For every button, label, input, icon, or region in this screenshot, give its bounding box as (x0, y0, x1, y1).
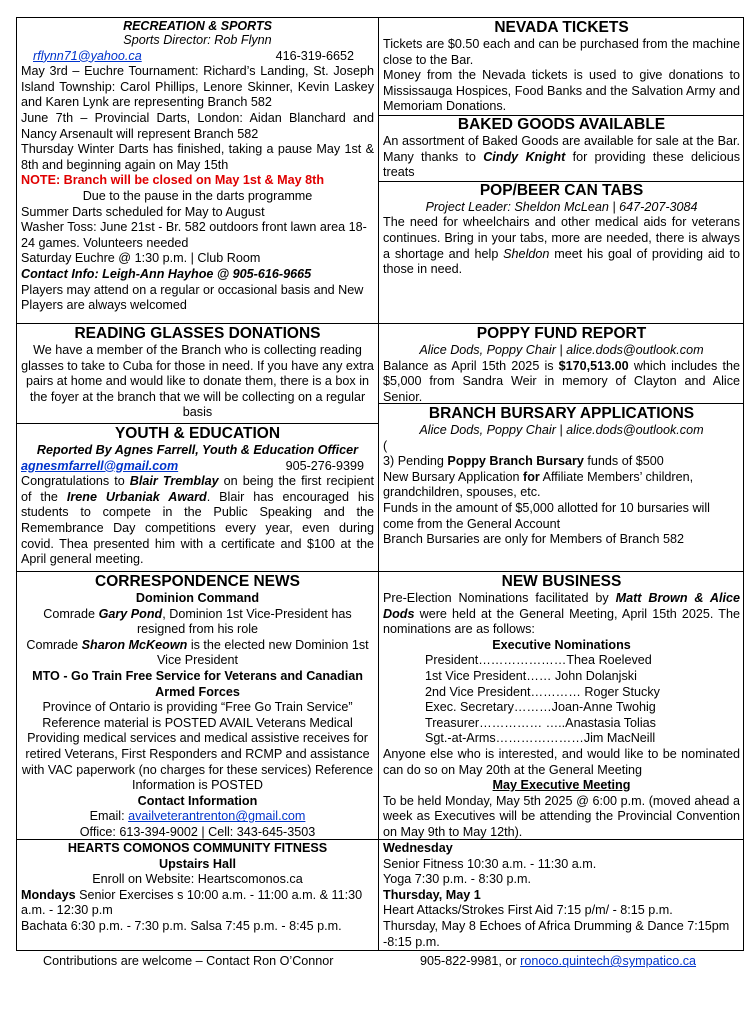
nomination-item: President…………………Thea Roeleved (425, 653, 652, 668)
exec-nominations: Executive Nominations (492, 637, 631, 652)
sports-director: Sports Director: Rob Flynn (123, 33, 272, 47)
dominion-command: Dominion Command (135, 591, 260, 605)
youth-phone: 905-276-9399 (285, 458, 364, 473)
mto-heading: MTO - Go Train Free Service for Veterans and Canadian Armed Forces (32, 668, 363, 699)
newbiz-title: NEW BUSINESS (501, 573, 622, 590)
wednesday-label: Wednesday (383, 841, 453, 855)
avail-email-link[interactable]: availveterantrenton@gmail.com (128, 809, 306, 824)
tabs-text: The need for wheelchairs and other medical aids for veterans continues. Bring in your tabs, more are needed, there is always a shortage and help Sheldon meet his goal of providing aid to those in need. (383, 215, 740, 277)
nevada-donations: Money from the Nevada tickets is used to give donations to Mississauga Hospices, Food Banks and the Salvation Army and Memoriam Donations. (383, 68, 740, 114)
winter-darts: Thursday Winter Darts has finished, taking a pause May 1st & 8th and beginning again on May 15th (21, 142, 374, 172)
contact-heading: Contact Information (137, 793, 258, 808)
youth-section (17, 424, 379, 572)
footer-contact: 905-822-9981, or ronoco.quintech@sympatico.ca (420, 954, 697, 968)
bursary-members: Branch Bursaries are only for Members of Branch 582 (383, 532, 684, 547)
footer-contributions: Contributions are welcome – Contact Ron O’Connor (43, 954, 334, 968)
provincial-darts: June 7th – Provincial Darts, London: Aidan Blanchard and Nancy Arsenault will represent Branch 582 (21, 110, 374, 141)
bachata-salsa: Bachata 6:30 p.m. - 7:30 p.m. Salsa 7:45 p.m. - 8:45 p.m. (21, 918, 342, 933)
mondays: Mondays Senior Exercises s 10:00 a.m. - 11:00 a.m. & 11:30 a.m. - 12:30 p.m (21, 887, 363, 918)
upstairs-hall: Upstairs Hall (159, 856, 236, 871)
poppy-section (379, 324, 744, 404)
sharon-note: Comrade Sharon McKeown is the elected new Dominion 1st Vice President (26, 637, 369, 668)
nomination-item: Exec. Secretary………Joan-Anne Twohig (425, 700, 656, 715)
summer-darts: Summer Darts scheduled for May to August (21, 204, 265, 219)
closure-note: NOTE: Branch will be closed on May 1st & May 8th (21, 173, 325, 188)
nomination-item: 1st Vice President…… John Dolanjski (425, 668, 637, 683)
poppy-balance: Balance as April 15th 2025 is $170,513.00 which includes the $5,000 from Sandra Weir in memory of Clayton and Alice Senior. (383, 358, 740, 404)
glasses-text: We have a member of the Branch who is collecting reading glasses to take to Cuba for those in need. If you have any extra pairs at home and would like to donate them, there is a box in the foyer at the branch that we will be collecting on a regular basis (21, 343, 374, 420)
footer-email-link[interactable]: ronoco.quintech@sympatico.ca (520, 954, 697, 968)
nevada-title: NEVADA TICKETS (494, 19, 629, 36)
recreation-title: RECREATION & SPORTS (123, 19, 272, 33)
cindy-knight: Cindy Knight (483, 149, 566, 164)
poppy-title: POPPY FUND REPORT (476, 325, 647, 342)
correspondence-title: CORRESPONDENCE NEWS (95, 573, 300, 590)
newbiz-intro: Pre-Election Nominations facilitated by Matt Brown & Alice Dods were held at the General Meeting, April 15th 2025. The nominations are as follows: (383, 591, 740, 637)
corr-email: Email: availveterantrenton@gmail.com (89, 809, 306, 824)
correspondence-section (17, 572, 379, 840)
youth-text: Congratulations to Blair Tremblay on being the first recipient of the Irene Urbaniak Award. Blair has encouraged his students to compete in the Public Speaking and the Remembrance Day competitions every year, even during covid. Thea presented him with a certificate and $100 at the April general meeting. (21, 474, 375, 567)
nomination-item: 2nd Vice President………… Roger Stucky (425, 684, 660, 699)
washer-toss: Washer Toss: June 21st - Br. 582 outdoors front lawn area 18-24 games. Volunteers needed (21, 220, 367, 250)
africa-drumming: Thursday, May 8 Echoes of Africa Drumming & Dance 7:15pm -8:15 p.m. (383, 918, 730, 949)
recreation-email-link[interactable]: rflynn71@yahoo.ca (33, 48, 142, 63)
darts-pause: Due to the pause in the darts programme (82, 188, 313, 203)
avail-services: Providing medical services and medical assistive receives for retired Veterans, First Responders and RCMP and assistance with VAC paperwork (no charges for these services) Reference Information is POSTED (21, 731, 374, 793)
nomination-list (383, 653, 740, 747)
thursday-label: Thursday, May 1 (383, 887, 481, 902)
bursary-new: New Bursary Application for Affiliate Members’ children, grandchildren, spouses, etc. (383, 469, 694, 500)
hearts-section (17, 840, 379, 951)
bursary-pending: 3) Pending Poppy Branch Bursary funds of $500 (383, 454, 664, 469)
exec-meeting-heading: May Executive Meeting (492, 778, 631, 793)
bursary-paren: ( (383, 438, 388, 453)
hearts-enroll: Enroll on Website: Heartscomonos.ca (92, 872, 303, 887)
gary-pond-note: Comrade Gary Pond, Dominion 1st Vice-President has resigned from his role (43, 606, 352, 637)
recreation-section (17, 18, 379, 324)
tabs-leader: Project Leader: Sheldon McLean | 647-207-3084 (425, 199, 698, 214)
bursary-title: BRANCH BURSARY APPLICATIONS (428, 405, 695, 422)
exec-meeting-text: To be held Monday, May 5th 2025 @ 6:00 p.m. (moved ahead a week as Executives will be attending the Provincial Convention on May 9th to May 12th). (383, 793, 740, 839)
recreation-phone: 416-319-6652 (275, 48, 354, 63)
nomination-item: Treasurer…………… …..Anastasia Tolias (425, 715, 656, 730)
first-aid: Heart Attacks/Strokes First Aid 7:15 p/m/ - 8:15 p.m. (383, 903, 673, 918)
baked-title: BAKED GOODS AVAILABLE (457, 115, 666, 133)
saturday-euchre: Saturday Euchre @ 1:30 p.m. | Club Room (21, 251, 261, 266)
newbiz-section (379, 572, 744, 840)
right-top-section (379, 18, 744, 324)
bursary-section (379, 404, 744, 572)
go-train: Province of Ontario is providing “Free Go Train Service” (42, 700, 353, 715)
nomination-item: Sgt.-at-Arms…………………Jim MacNeill (425, 731, 656, 746)
senior-fitness: Senior Fitness 10:30 a.m. - 11:30 a.m. (383, 856, 597, 871)
hearts-title: HEARTS COMONOS COMMUNITY FITNESS (67, 841, 328, 855)
tabs-title: POP/BEER CAN TABS (479, 181, 644, 199)
yoga: Yoga 7:30 p.m. - 8:30 p.m. (383, 872, 531, 887)
nevada-price: Tickets are $0.50 each and can be purchased from the machine close to the Bar. (383, 37, 740, 67)
glasses-title: READING GLASSES DONATIONS (74, 325, 321, 342)
schedule-section (379, 840, 744, 951)
bursary-chair: Alice Dods, Poppy Chair | alice.dods@outlook.com (419, 423, 704, 437)
euchre-tournament: May 3rd – Euchre Tournament: Richard’s Landing, St. Joseph Island Township: Carol Phillips, Lenore Skinner, Kevin Laskey and Karen Lynk are representing Branch 582 (21, 64, 374, 110)
youth-reporter: Reported By Agnes Farrell, Youth & Education Officer (36, 443, 359, 457)
youth-email-link[interactable]: agnesmfarrell@gmail.com (21, 458, 179, 473)
glasses-section (17, 324, 379, 424)
poppy-chair: Alice Dods, Poppy Chair | alice.dods@outlook.com (419, 343, 704, 357)
nomination-open: Anyone else who is interested, and would like to be nominated can do so on May 20th at the General Meeting (383, 746, 740, 777)
bursary-funds: Funds in the amount of $5,000 allotted for 10 bursaries will come from the General Account (383, 500, 710, 531)
youth-title: YOUTH & EDUCATION (114, 425, 281, 442)
corr-office: Office: 613-394-9002 | Cell: 343-645-3503 (79, 824, 316, 839)
players-welcome: Players may attend on a regular or occasional basis and New Players are always welcomed (21, 282, 364, 313)
recreation-contact: Contact Info: Leigh-Ann Hayhoe @ 905-616-9665 (21, 266, 312, 281)
newsletter-page (16, 17, 744, 951)
avail-ref: Reference material is POSTED AVAIL Veterans Medical (42, 715, 353, 730)
baked-text: An assortment of Baked Goods are available for sale at the Bar. Many thanks to Cindy Knight for providing these delicious treats (383, 133, 740, 180)
